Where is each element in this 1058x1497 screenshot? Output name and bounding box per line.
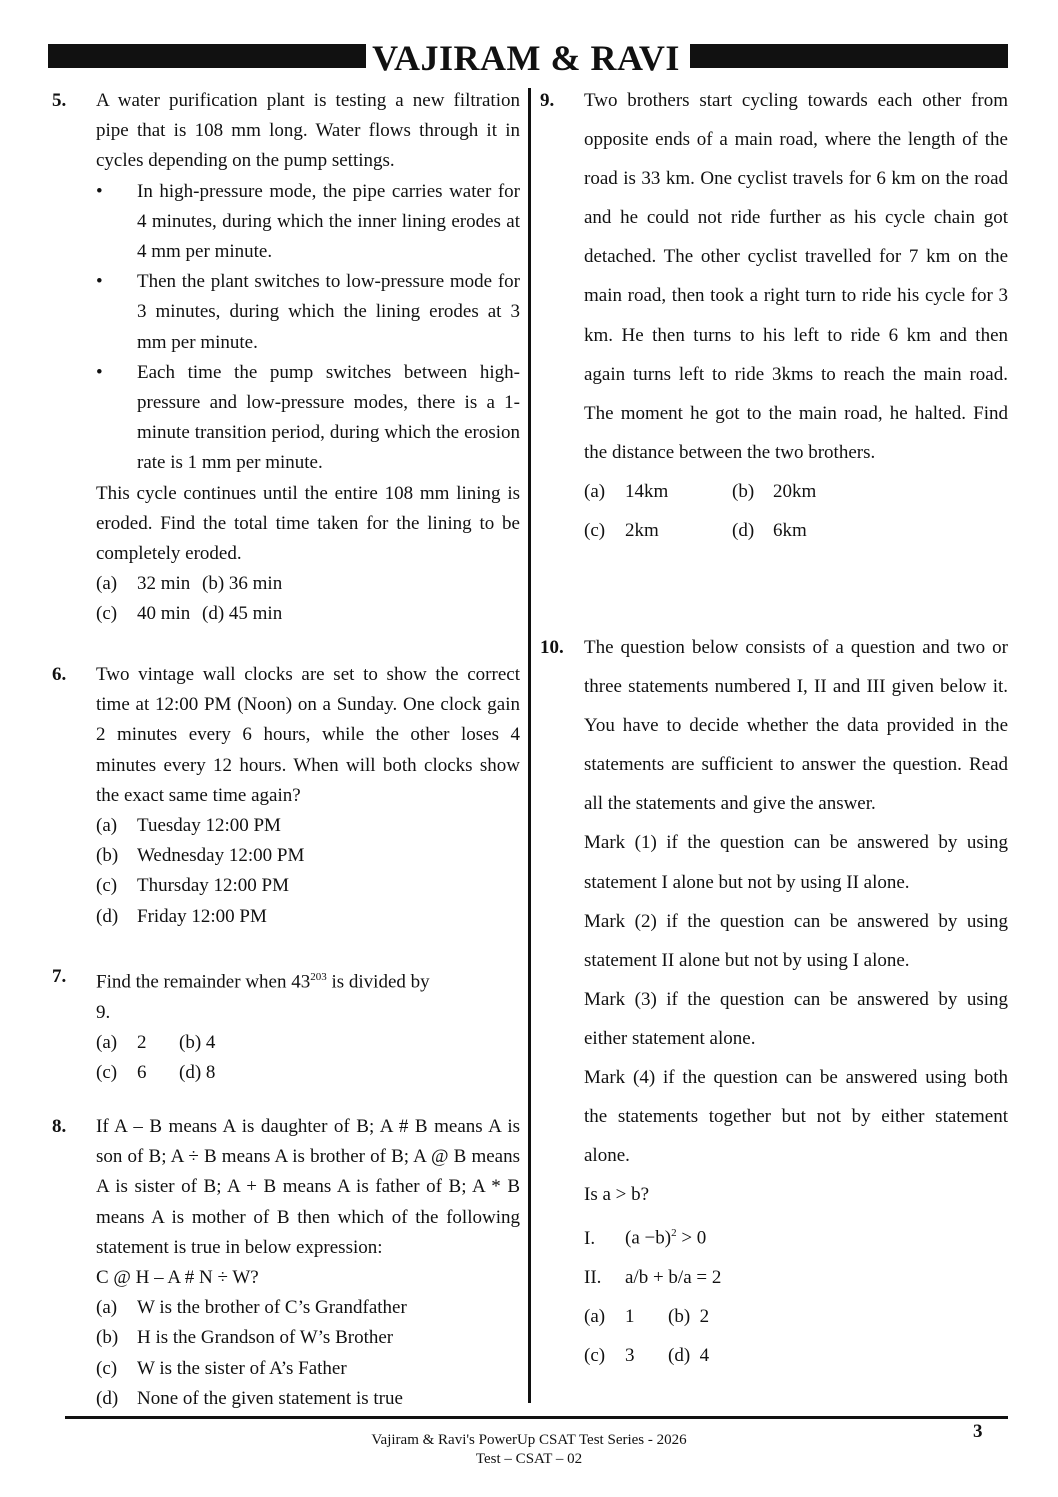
mark-instruction: Mark (2) if the question can be answered by using statement II alone but not by using I alone. <box>584 910 1008 971</box>
question-text: This cycle continues until the entire 108 mm lining is eroded. Find the total time taken for the lining to be completely eroded. <box>96 482 520 565</box>
option-a: (a) W is the brother of C’s Grandfather <box>96 1297 407 1319</box>
question-number: 5. <box>52 90 67 111</box>
option-b: (b) H is the Grandson of W’s Brother <box>96 1327 394 1349</box>
footer-divider <box>65 1416 1008 1419</box>
question-text: Two brothers start cycling towards each other from opposite ends of a main road, where the length of the road is 33 km. One cyclist travels for 6 km on the road and he could not ride further as his cycle chain got detached. The other cyclist travelled for 7 km on the main road, then took a right turn to ride his cycle for 3 km. He then turns to his left to ride 6 km and then again turns left to ride 3kms to reach the main road. The moment he got to the main road, he halted. Find the distance between the two brothers. <box>584 90 1008 463</box>
option-c: (c) Thursday 12:00 PM <box>96 875 289 897</box>
option-d: (d) 6km <box>732 520 807 542</box>
question-number: 9. <box>540 90 555 111</box>
question-prompt: Is a > b? <box>584 1184 650 1206</box>
option-c: (c) 2km <box>584 520 659 542</box>
option-a: (a) Tuesday 12:00 PM <box>96 815 281 837</box>
footer-series: Vajiram & Ravi's PowerUp CSAT Test Series - 2026 <box>371 1432 687 1448</box>
option-d: (d) Friday 12:00 PM <box>96 905 267 927</box>
option-d: (d) 4 <box>668 1345 710 1367</box>
option-a: (a) 32 min <box>96 573 191 595</box>
header-bar-left <box>48 44 366 68</box>
option-a: (a) 1 <box>584 1305 635 1327</box>
option-d: (d) None of the given statement is true <box>96 1387 403 1409</box>
mark-instruction: Mark (3) if the question can be answered by using either statement alone. <box>584 988 1008 1049</box>
option-b: (b) 20km <box>732 480 817 502</box>
header-title: VAJIRAM & RAVI <box>366 36 686 80</box>
question-text: Two vintage wall clocks are set to show the correct time at 12:00 PM (Noon) on a Sunday. One clock gain 2 minutes every 6 hours, while the other loses 4 minutes every 12 hours. When will both clocks show the exact same time again? <box>96 664 520 806</box>
bullet-item: • Each time the pump switches between high-pressure and low-pressure modes, there is a 1-minute transition period, during which the erosion rate is 1 mm per minute. <box>96 358 520 479</box>
column-divider <box>528 88 531 1403</box>
option-c: (c) 40 min <box>96 603 191 625</box>
bullet-icon: • <box>96 180 103 202</box>
question-expression: C @ H – A # N ÷ W? <box>96 1267 259 1289</box>
option-b: (b) 2 <box>668 1305 710 1327</box>
option-b: (b) 36 min <box>202 573 283 595</box>
option-c: (c) 6 <box>96 1061 147 1083</box>
bullet-icon: • <box>96 271 103 293</box>
question-text: If A – B means A is daughter of B; A # B means A is son of B; A ÷ B means A is brother of B; A @ B means A is sister of B; A + B means A is father of B; A * B means A is mother of B then which of the following statement is true in below expression: <box>96 1116 520 1258</box>
option-d: (d) 45 min <box>202 603 283 625</box>
option-a: (a) 14km <box>584 480 669 502</box>
statement-2: II. a/b + b/a = 2 <box>584 1266 722 1288</box>
question-number: 10. <box>540 637 564 658</box>
question-text-cont: 9. <box>96 1001 111 1023</box>
option-b: (b) 4 <box>179 1031 216 1053</box>
option-c: (c) 3 <box>584 1345 635 1367</box>
question-number: 7. <box>52 966 67 987</box>
bullet-icon: • <box>96 361 103 383</box>
option-d: (d) 8 <box>179 1061 216 1083</box>
bullet-item: • Then the plant switches to low-pressure mode for 3 minutes, during which the lining erodes at 3 mm per minute. <box>96 267 520 358</box>
statement-1: I. $(a -b)^2 > 0$ <box>584 1227 707 1249</box>
option-a: (a) 2 <box>96 1031 147 1053</box>
mark-instruction: Mark (1) if the question can be answered by using statement I alone but not by using II alone. <box>584 832 1008 893</box>
header-bar-right <box>690 44 1008 68</box>
mark-instruction: Mark (4) if the question can be answered using both the statements together but not by either statement alone. <box>584 1067 1008 1167</box>
question-text: The question below consists of a question and two or three statements numbered I, II and III given below it. You have to decide whether the data provided in the statements are sufficient to answer the question. Read all the statements and give the answer. <box>584 637 1008 815</box>
option-c: (c) W is the sister of A’s Father <box>96 1357 347 1379</box>
question-number: 8. <box>52 1116 67 1137</box>
footer-test: Test – CSAT – 02 <box>475 1451 583 1467</box>
bullet-item: • In high-pressure mode, the pipe carries water for 4 minutes, during which the inner lining erodes at 4 mm per minute. <box>96 177 520 268</box>
question-text: Find the remainder when $43^{203}$ is divided by <box>96 971 430 993</box>
question-number: 6. <box>52 664 67 685</box>
option-b: (b) Wednesday 12:00 PM <box>96 845 305 867</box>
question-text: A water purification plant is testing a new filtration pipe that is 108 mm long. Water flows through it in cycles depending on the pump settings. <box>96 90 520 172</box>
page-number: 3 <box>973 1421 983 1442</box>
